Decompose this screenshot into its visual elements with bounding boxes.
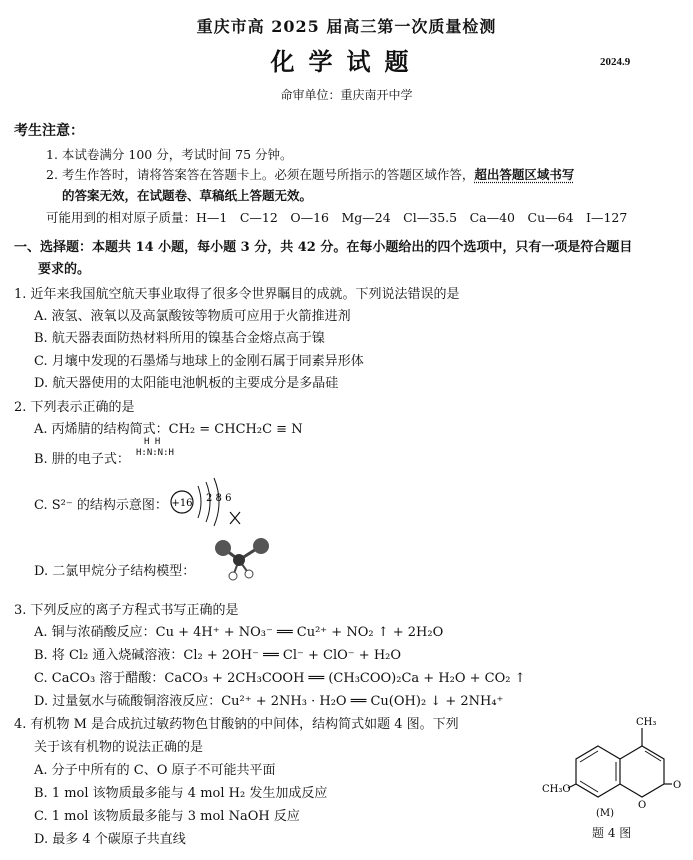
q4-option-a: A. 分子中所有的 C、O 原子不可能共平面 bbox=[34, 763, 276, 778]
mark-cross-icon bbox=[230, 512, 240, 524]
notice-item-2: 2. 考生作答时，请将答案答在答题卡上。必须在题号所指示的答题区域作答，超出答题区域书写 bbox=[46, 167, 575, 182]
notice-emphasis: 超出答题区域书写 bbox=[474, 167, 575, 182]
q2-option-a: A. 丙烯腈的结构简式：CH₂ = CHCH₂C ≡ N bbox=[34, 422, 303, 437]
q3-option-d: D. 过量氨水与硫酸铜溶液反应：Cu²⁺ + 2NH₃ · H₂O ══ Cu(OH)₂ ↓ + 2NH₄⁺ bbox=[34, 694, 504, 709]
subject-title: 化学试题 bbox=[270, 47, 423, 76]
sulfide-structure-diagram bbox=[168, 474, 248, 532]
q2-option-b: B. 肼的电子式： bbox=[34, 452, 130, 467]
q4-option-b: B. 1 mol 该物质最多能与 4 mol H₂ 发生加成反应 bbox=[34, 786, 328, 801]
double-bond bbox=[580, 751, 598, 762]
section-heading-cont: 要求的。 bbox=[38, 262, 91, 277]
pyranone-ring bbox=[620, 746, 664, 797]
q1-option-b: B. 航天器表面防热材料所用的镍基合金熔点高于镍 bbox=[34, 331, 325, 346]
methyl-label: CH₃ bbox=[636, 717, 657, 728]
hydrogen-atom bbox=[229, 572, 237, 580]
q3-option-b: B. 将 Cl₂ 通入烧碱溶液：Cl₂ + 2OH⁻ ══ Cl⁻ + ClO⁻ + H₂O bbox=[34, 648, 402, 663]
notice-heading: 考生注意： bbox=[14, 123, 84, 139]
q1-stem: 1. 近年来我国航空航天事业取得了很多令世界瞩目的成就。下列说法错误的是 bbox=[14, 287, 460, 302]
dichloromethane-model bbox=[205, 534, 275, 584]
q4-option-c: C. 1 mol 该物质最多能与 3 mol NaOH 反应 bbox=[34, 809, 300, 824]
shell-arc bbox=[198, 486, 201, 518]
q4-stem-cont: 关于该有机物的说法正确的是 bbox=[34, 740, 204, 755]
carbonyl-o-label: O bbox=[673, 780, 682, 791]
notice-item-1: 1. 本试卷满分 100 分，考试时间 75 分钟。 bbox=[46, 147, 293, 162]
exam-date: 2024.9 bbox=[600, 56, 631, 68]
q3-stem: 3. 下列反应的离子方程式书写正确的是 bbox=[14, 603, 239, 618]
notice-item-2-cont: 的答案无效，在试题卷、草稿纸上答题无效。 bbox=[62, 188, 313, 203]
hydrazine-electron-formula: H H H:N:N:H bbox=[136, 437, 174, 458]
chlorine-atom bbox=[215, 540, 231, 556]
q3-option-c: C. CaCO₃ 溶于醋酸：CaCO₃ + 2CH₃COOH ══ (CH₃COO)₂Ca + H₂O + CO₂ ↑ bbox=[34, 671, 526, 686]
shell-electrons: 2 8 6 bbox=[206, 493, 232, 504]
q2-option-c: C. S²⁻ 的结构示意图： bbox=[34, 498, 168, 513]
chlorine-atom bbox=[253, 538, 269, 554]
q1-option-d: D. 航天器使用的太阳能电池帆板的主要成分是多晶硅 bbox=[34, 376, 339, 391]
hydrogen-atom bbox=[245, 570, 253, 578]
q4-option-d: D. 最多 4 个碳原子共直线 bbox=[34, 832, 186, 847]
ring-o-label: O bbox=[638, 800, 647, 811]
carbon-atom bbox=[233, 554, 245, 566]
section-heading: 一、选择题：本题共 14 小题，每小题 3 分，共 42 分。在每小题给出的四个选项中，只有一项是符合题目 bbox=[14, 240, 633, 255]
coumarin-structure-figure bbox=[540, 712, 686, 824]
q1-option-c: C. 月壤中发现的石墨烯与地球上的金刚石属于同素异形体 bbox=[34, 354, 364, 369]
figure-caption: 题 4 图 bbox=[592, 826, 632, 840]
exam-title: 重庆市高 2025 届高三第一次质量检测 bbox=[196, 17, 497, 36]
nucleus-label: +16 bbox=[171, 498, 193, 509]
compound-label: (M) bbox=[596, 808, 615, 819]
benzene-ring bbox=[576, 746, 620, 797]
q2-option-d: D. 二氯甲烷分子结构模型： bbox=[34, 564, 196, 579]
q1-option-a: A. 液氢、液氧以及高氯酸铵等物质可应用于火箭推进剂 bbox=[34, 309, 351, 324]
q3-option-a: A. 铜与浓硝酸反应：Cu + 4H⁺ + NO₃⁻ ══ Cu²⁺ + NO₂ ↑ + 2H₂O bbox=[34, 625, 444, 640]
atomic-masses: 可能用到的相对原子质量：H—1 C—12 O—16 Mg—24 Cl—35.5 Ca—40 Cu—64 I—127 bbox=[46, 210, 628, 225]
setter-unit: 命审单位：重庆南开中学 bbox=[280, 88, 413, 102]
q4-stem: 4. 有机物 M 是合成抗过敏药物色甘酸钠的中间体，结构简式如题 4 图。下列 bbox=[14, 717, 459, 732]
q2-stem: 2. 下列表示正确的是 bbox=[14, 400, 135, 415]
double-bond bbox=[580, 781, 598, 792]
methoxy-label: CH₃O bbox=[542, 784, 571, 795]
